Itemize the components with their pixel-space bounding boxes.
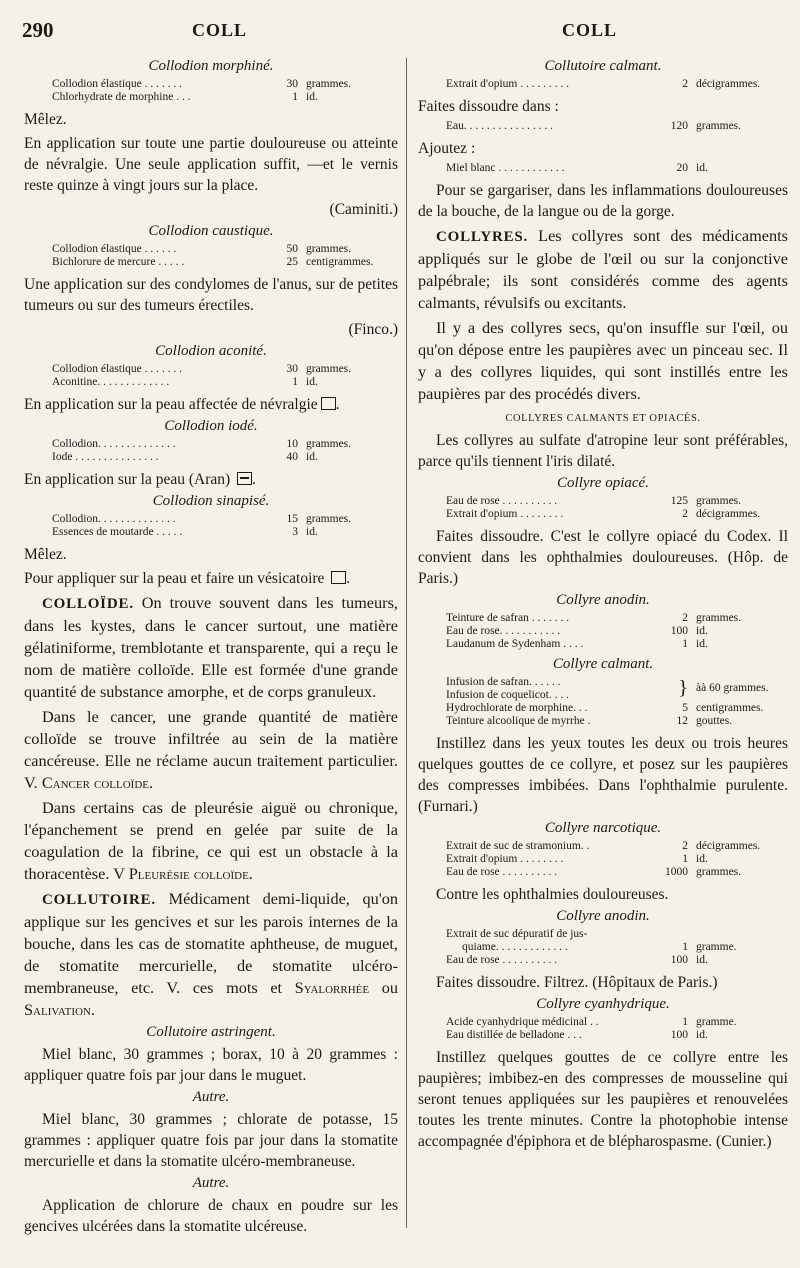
cross-reference: Cancer colloïde. xyxy=(41,773,154,792)
entry-paragraph: COLLUTOIRE. Médicament demi-liquide, qu'on applique sur les gencives et sur les parois internes de la bouche, dans les cas de stomatite aphtheuse, de muguet, de stomatite mercurielle, de stomatite ulcéro-membraneuse, etc. V. ces mots et Syalorrhée ou Salivation. xyxy=(24,889,398,1019)
usage-text: Application de chlorure de chaux en poudre sur les gencives ulcérées dans la stomatite ulcéreuse. xyxy=(24,1197,398,1235)
column-divider xyxy=(406,58,407,1228)
ingredient-table xyxy=(24,363,398,389)
section-intro: Les collyres au sulfate d'atropine leur sont préférables, parce qu'ils tiennent l'iris dilaté. xyxy=(418,432,788,470)
ingredient-table xyxy=(418,928,788,967)
instruction: Faites dissoudre dans : xyxy=(418,98,559,115)
ingredient-row: Bichlorure de mercure . . . . . 25 centigrammes. xyxy=(52,256,374,268)
square-minus-symbol-icon xyxy=(237,472,252,485)
formula-title: Collutoire astringent. xyxy=(146,1024,276,1040)
ingredient-row: Teinture de safran . . . . . . . 2 grammes. xyxy=(446,612,742,624)
instruction: Mêlez. xyxy=(24,546,67,563)
recipe-collodion-iode xyxy=(24,418,398,490)
recipe-collyre-calmant xyxy=(418,656,788,817)
ingredient-row: Essences de moutarde . . . . . 3 id. xyxy=(52,526,318,538)
formula-title: Collyre cyanhydrique. xyxy=(536,996,670,1012)
usage-text: Miel blanc, 30 grammes ; chlorate de potasse, 15 grammes : appliquer quatre fois par jour dans la stomatite mercurielle et dans la stomatite ulcéro-membraneuse. xyxy=(24,1111,398,1170)
entry-headword: COLLOÏDE. xyxy=(42,596,134,612)
ingredient-table xyxy=(24,78,398,104)
usage-text: Instillez dans les yeux toutes les deux ou trois heures quelques gouttes de ce collyre, et posez sur les paupières des compresses imbibées. Dans l'ophthalmie purulente. (Furnari.) xyxy=(418,735,788,815)
formula-title: Collyre anodin. xyxy=(556,908,650,924)
square-symbol-icon xyxy=(321,397,336,410)
ingredient-table xyxy=(418,676,788,728)
brace-symbol: } xyxy=(678,677,688,699)
ingredient-table xyxy=(418,162,788,175)
ingredient-row: Aconitine. . . . . . . . . . . . . 1 id. xyxy=(52,376,318,388)
formula-title: Collyre opiacé. xyxy=(557,475,649,491)
ingredient-row: Eau distillée de belladone . . . 100 id. xyxy=(446,1029,708,1041)
section-heading: COLLYRES CALMANTS ET OPIACÉS. xyxy=(505,413,701,424)
recipe-collutoire-calmant xyxy=(418,58,788,222)
usage-text: Pour appliquer sur la peau et faire un vésicatoire . xyxy=(24,570,351,587)
ingredient-row: Laudanum de Sydenham . . . . 1 id. xyxy=(446,638,708,650)
usage-text: Faites dissoudre. Filtrez. (Hôpitaux de Paris.) xyxy=(436,974,718,991)
usage-text: Pour se gargariser, dans les inflammations douloureuses de la bouche, de la langue ou de la gorge. xyxy=(418,182,788,220)
ingredient-table xyxy=(24,243,398,269)
ingredient-row: Collodion élastique . . . . . . . 30 grammes. xyxy=(52,78,352,90)
formula-title: Collodion caustique. xyxy=(148,223,274,239)
recipe-collyre-narcotique xyxy=(418,820,788,905)
recipe-collyre-anodin-2 xyxy=(418,908,788,993)
entry-collutoire xyxy=(24,888,398,1237)
page-number: 290 xyxy=(22,18,54,42)
usage-text: Contre les ophthalmies douloureuses. xyxy=(436,886,669,903)
usage-text: Miel blanc, 30 grammes ; borax, 10 à 20 grammes : appliquer quatre fois par jour dans le muguet. xyxy=(24,1046,398,1084)
formula-title: Autre. xyxy=(192,1089,230,1105)
usage-text: En application sur la peau affectée de névralgie . xyxy=(24,396,340,413)
ingredient-table xyxy=(418,840,788,879)
left-column xyxy=(24,56,398,1248)
cross-reference: Salivation. xyxy=(24,1000,95,1019)
formula-title: Collyre anodin. xyxy=(556,592,650,608)
cross-reference: Syalorrhée xyxy=(294,978,370,997)
recipe-collodion-aconite xyxy=(24,343,398,415)
formula-title: Collodion iodé. xyxy=(164,418,258,434)
ingredient-row: Extrait de suc dépuratif de jus- xyxy=(446,928,588,940)
ingredient-row: Extrait d'opium . . . . . . . . 2 décigrammes. xyxy=(446,508,761,520)
ingredient-row: Extrait d'opium . . . . . . . . . 2 décigrammes. xyxy=(446,78,761,90)
recipe-collodion-caustique xyxy=(24,223,398,340)
entry-paragraph: COLLOÏDE. On trouve souvent dans les tumeurs, dans les kystes, dans le cancer surtout, une matière gélatiniforme, tremblotante et transparente, qui a reçu le nom de matière colloïde. Elle est formée d'une grande quantité de substance amorphe, et de corps granuleux. xyxy=(24,593,398,701)
recipe-collyre-cyanhydrique xyxy=(418,996,788,1152)
ingredient-row: Eau. . . . . . . . . . . . . . . . 120 grammes. xyxy=(446,120,742,132)
entry-headword: COLLUTOIRE. xyxy=(42,892,156,908)
usage-text: Faites dissoudre. C'est le collyre opiacé du Codex. Il convient dans les ophthalmies douloureuses. (Hôp. de Paris.) xyxy=(418,528,788,587)
ingredient-row: Eau de rose. . . . . . . . . . . 100 id. xyxy=(446,625,708,637)
usage-text: En application sur toute une partie douloureuse ou atteinte de névralgie. Une seule application suffit, —et le vernis reste quinze à vingt jours sur la place. xyxy=(24,135,398,194)
ingredient-row: Teinture alcoolique de myrrhe . 12 gouttes. xyxy=(446,715,733,727)
formula-title: Collutoire calmant. xyxy=(544,58,662,74)
ingredient-row: Miel blanc . . . . . . . . . . . . 20 id. xyxy=(446,162,708,174)
page-header xyxy=(22,18,786,48)
ingredient-table xyxy=(418,78,788,91)
ingredient-table xyxy=(418,495,788,521)
ingredient-row: Eau de rose . . . . . . . . . . 125 grammes. xyxy=(446,495,742,507)
entry-paragraph: Il y a des collyres secs, qu'on insuffle sur l'œil, ou qu'on dépose entre les paupières avec un pinceau sec. Il y a des collyres liquides, qui sont instillés entre les paupières par des procédés divers. xyxy=(418,318,788,403)
ingredient-row: Extrait de suc de stramonium. . 2 décigrammes. xyxy=(446,840,761,852)
entry-paragraph: Dans certains cas de pleurésie aiguë ou chronique, l'épanchement se prend en gelée par suite de la coagulation de la fibrine, ce qui est un obstacle à la thoracentèse. V Pleurésie colloïde. xyxy=(24,798,398,883)
formula-title: Collyre calmant. xyxy=(552,656,654,672)
formula-title: Collodion morphiné. xyxy=(148,58,274,74)
formula-title: Collodion aconité. xyxy=(155,343,267,359)
entry-paragraph: COLLYRES. Les collyres sont des médicaments appliqués sur le globe de l'œil ou sur la conjonctive palpébrale; ils sont considérés comme des agents calmants, révulsifs ou excitants. xyxy=(418,226,788,312)
ingredient-row: Eau de rose . . . . . . . . . . 1000 grammes. xyxy=(446,866,742,878)
entry-headword: COLLYRES. xyxy=(436,229,529,245)
ingredient-table xyxy=(418,1016,788,1042)
ingredient-row: Chlorhydrate de morphine . . . 1 id. xyxy=(52,91,318,103)
usage-text: Une application sur des condylomes de l'anus, sur de petites tumeurs ou sur des tumeurs érectiles. xyxy=(24,276,398,314)
entry-paragraph: Dans le cancer, une grande quantité de matière colloïde se trouve infiltrée au sein de la matière cancéreuse. Elle ne réclame aucun traitement particulier. V. Cancer colloïde. xyxy=(24,707,398,792)
instruction: Mêlez. xyxy=(24,111,67,128)
running-head-left: COLL xyxy=(192,20,248,40)
entry-colloide xyxy=(24,592,398,885)
ingredient-table xyxy=(24,438,398,464)
citation: (Finco.) xyxy=(348,321,398,338)
ingredient-row: Hydrochlorate de morphine. . . 5 centigrammes. xyxy=(446,702,764,714)
right-column xyxy=(418,56,788,1248)
ingredient-row: Collodion élastique . . . . . . . 30 grammes. xyxy=(52,363,352,375)
ingredient-table xyxy=(418,120,788,133)
ingredient-row: quiame. . . . . . . . . . . . . 1 gramme. xyxy=(462,941,737,953)
ingredient-row: Eau de rose . . . . . . . . . . 100 id. xyxy=(446,954,708,966)
entry-collyres xyxy=(418,225,788,405)
formula-title: Collyre narcotique. xyxy=(544,820,662,836)
square-symbol-icon xyxy=(331,571,346,584)
ingredient-row: Acide cyanhydrique médicinal . . 1 gramme. xyxy=(446,1016,737,1028)
instruction: Ajoutez : xyxy=(418,140,476,157)
ingredient-row: Iode . . . . . . . . . . . . . . . 40 id. xyxy=(52,451,318,463)
ingredient-row: Infusion de safran. . . . . . Infusion de coquelicot. . . . } àà 60 grammes. xyxy=(446,676,769,701)
citation: (Caminiti.) xyxy=(329,201,398,218)
formula-title: Collodion sinapisé. xyxy=(152,493,270,509)
ingredient-row: Collodion élastique . . . . . . 50 grammes. xyxy=(52,243,352,255)
ingredient-table xyxy=(418,612,788,651)
usage-text: Instillez quelques gouttes de ce collyre entre les paupières; imbibez-en des compresses de mousseline qui seront tenues appliquées sur les paupières et renouvelées toutes les trente minutes. Contre la photophobie intense accompagnée d'épiphora et de blépharospasme. (Cunier.) xyxy=(418,1049,788,1150)
recipe-collodion-morphine xyxy=(24,58,398,220)
recipe-collyre-opiace xyxy=(418,475,788,589)
ingredient-row: Collodion. . . . . . . . . . . . . . 10 grammes. xyxy=(52,438,352,450)
recipe-collodion-sinapise xyxy=(24,493,398,589)
ingredient-table xyxy=(24,513,398,539)
cross-reference: Pleurésie colloïde. xyxy=(128,864,253,883)
usage-text: En application sur la peau (Aran) . xyxy=(24,471,256,488)
ingredient-row: Extrait d'opium . . . . . . . . 1 id. xyxy=(446,853,708,865)
running-head-right: COLL xyxy=(562,20,618,40)
formula-title: Autre. xyxy=(192,1175,230,1191)
recipe-collyre-anodin xyxy=(418,592,788,651)
ingredient-row: Collodion. . . . . . . . . . . . . . 15 grammes. xyxy=(52,513,352,525)
